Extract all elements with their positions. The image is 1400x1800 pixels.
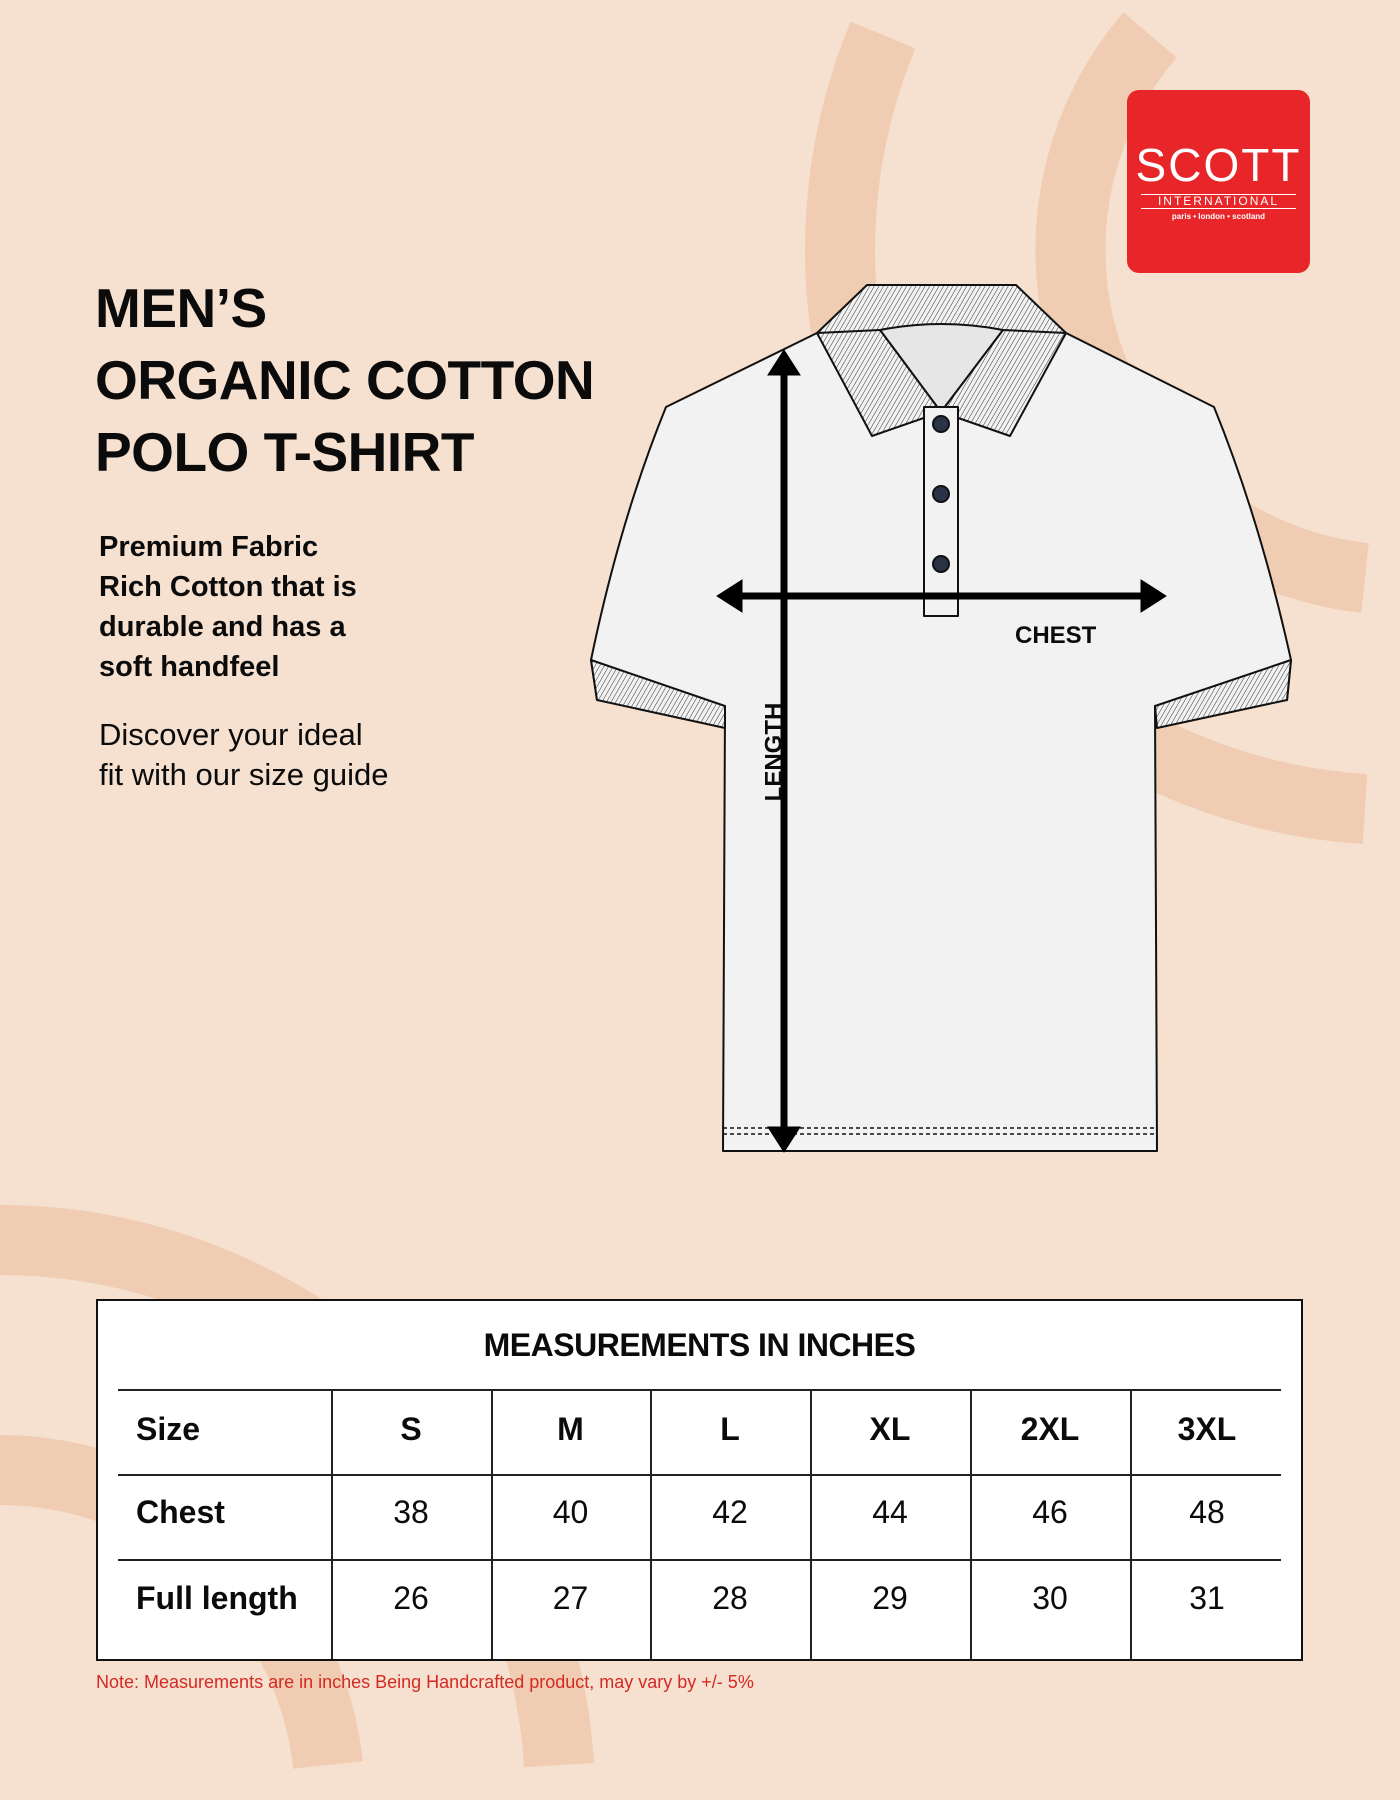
table-cell: M bbox=[557, 1411, 584, 1447]
table-cell: 46 bbox=[1032, 1494, 1068, 1530]
table-cell: 31 bbox=[1189, 1580, 1225, 1616]
discover-line: Discover your ideal bbox=[99, 717, 363, 752]
table-cell: 28 bbox=[712, 1580, 748, 1616]
length-label: LENGTH bbox=[760, 702, 788, 802]
discover-line: fit with our size guide bbox=[99, 757, 389, 792]
divider bbox=[118, 1389, 1281, 1391]
divider bbox=[118, 1559, 1281, 1561]
table-cell: 38 bbox=[393, 1494, 429, 1530]
chest-label: CHEST bbox=[1015, 622, 1097, 649]
feature-text bbox=[99, 527, 357, 687]
table-cell: 42 bbox=[712, 1494, 748, 1530]
logo-sub: INTERNATIONAL bbox=[1141, 194, 1296, 209]
table-cell: 2XL bbox=[1020, 1411, 1080, 1447]
feature-line: durable and has a bbox=[99, 611, 346, 643]
table-cell: 44 bbox=[872, 1494, 908, 1530]
table-cell: 48 bbox=[1189, 1494, 1225, 1530]
logo-brand: SCOTT bbox=[1135, 139, 1302, 191]
discover-text bbox=[99, 715, 388, 795]
table-cell: 26 bbox=[393, 1580, 429, 1616]
title-line: POLO T-SHIRT bbox=[95, 421, 474, 483]
title-line: ORGANIC COTTON bbox=[95, 349, 595, 411]
logo-cities: paris • london • scotland bbox=[1171, 212, 1266, 221]
table-cell: L bbox=[720, 1411, 740, 1447]
size-chart-table bbox=[96, 1299, 1303, 1661]
table-cell: 3XL bbox=[1177, 1411, 1237, 1447]
row-label: Full length bbox=[136, 1580, 298, 1616]
row-label: Chest bbox=[136, 1494, 225, 1530]
feature-line: Rich Cotton that is bbox=[99, 571, 357, 603]
title-line: MEN’S bbox=[95, 277, 267, 339]
page-title bbox=[95, 272, 594, 488]
table-cell: XL bbox=[869, 1411, 911, 1447]
feature-line: soft handfeel bbox=[99, 651, 280, 683]
feature-line: Premium Fabric bbox=[99, 531, 319, 563]
divider bbox=[118, 1474, 1281, 1476]
table-cell: 29 bbox=[872, 1580, 908, 1616]
table-cell: 40 bbox=[552, 1494, 589, 1530]
brand-logo bbox=[1127, 90, 1310, 273]
table-title: MEASUREMENTS IN INCHES bbox=[483, 1327, 916, 1363]
table-cell: 30 bbox=[1032, 1580, 1068, 1616]
table-cell: 27 bbox=[552, 1580, 589, 1616]
row-label: Size bbox=[136, 1411, 201, 1447]
table-cell: S bbox=[400, 1411, 422, 1447]
measurement-note: Note: Measurements are in inches Being Handcrafted product, may vary by +/- 5% bbox=[96, 1672, 754, 1692]
